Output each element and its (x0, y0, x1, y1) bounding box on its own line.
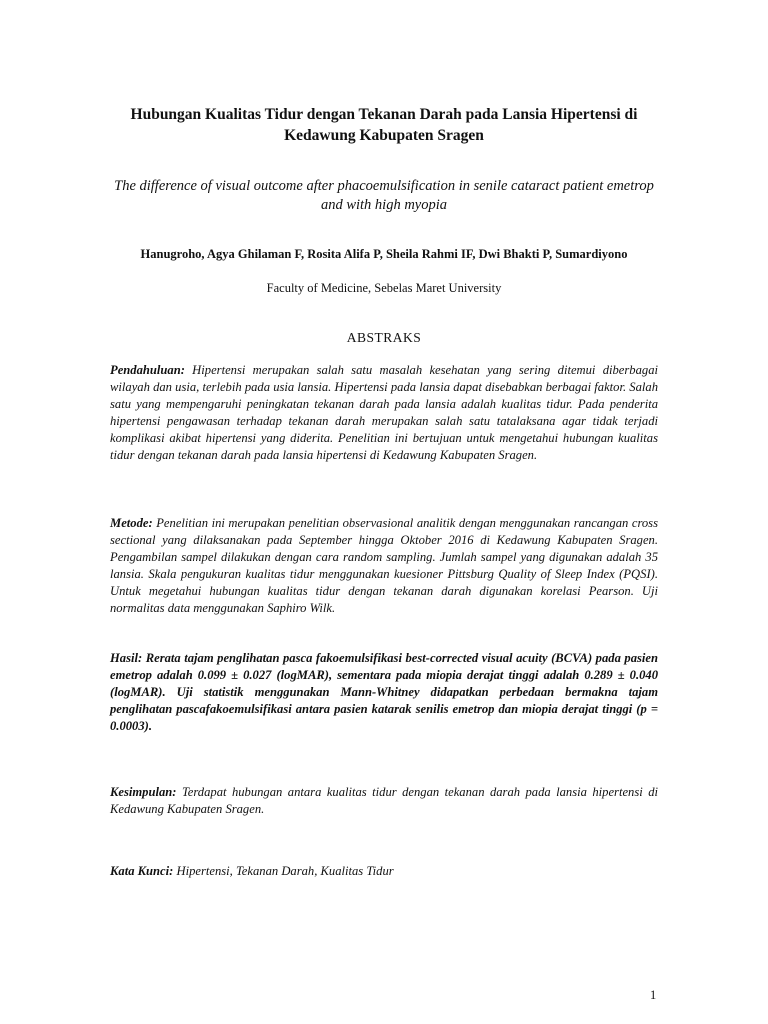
abstract-heading: ABSTRAKS (346, 330, 422, 345)
conclusion-text: Terdapat hubungan antara kualitas tidur dengan tekanan darah pada lansia hipertensi di Kedawung Kabupaten Sragen. (110, 785, 658, 816)
paper-subtitle: The difference of visual outcome after phacoemulsification in senile cataract patient emetrop and with high myopia (114, 178, 654, 213)
affiliation: Faculty of Medicine, Sebelas Maret University (266, 281, 502, 295)
method-text: Penelitian ini merupakan penelitian observasional analitik dengan menggunakan rancangan cross sectional yang dilaksanakan pada September hingga Oktober 2016 di Kedawung Kabupaten Sragen. Pengambilan sampel dilakukan dengan cara random sampling. Jumlah sampel yang digunakan adalah 35 lansia. Skala pengukuran kualitas tidur menggunakan kuesioner Pittsburg Quality of Sleep Index (PQSI). Untuk megetahui hubungan kualitas tidur dengan tekanan darah digunakan korelasi Pearson. Uji normalitas data menggunakan Saphiro Wilk. (110, 516, 658, 615)
paper-title: Hubungan Kualitas Tidur dengan Tekanan Darah pada Lansia Hipertensi di Kedawung Kabupaten Sragen (130, 106, 638, 144)
keywords-paragraph (110, 863, 658, 880)
abstract-method-paragraph (110, 515, 658, 617)
abstract-conclusion-paragraph (110, 784, 658, 818)
page-number: 1 (650, 988, 657, 1002)
intro-text: Hipertensi merupakan salah satu masalah kesehatan yang sering ditemui diberbagai wilayah dan usia, terlebih pada usia lansia. Hipertensi pada lansia dapat disebabkan berbagai faktor. Salah satu yang mempengaruhi peningkatan tekanan darah pada lansia adalah kualitas tidur. Pada penderita hipertensi pengawasan terhadap tekanan darah merupakan salah satu tatalaksana agar tidak terjadi komplikasi akibat hipertensi yang diderita. Penelitian ini bertujuan untuk mengetahui hubungan kualitas tidur dengan tekanan darah pada lansia hipertensi di Kedawung Kabupaten Sragen. (110, 363, 658, 462)
keywords-label: Kata Kunci: (110, 864, 174, 878)
result-label: Hasil: (110, 651, 143, 665)
keywords-text: Hipertensi, Tekanan Darah, Kualitas Tidur (173, 864, 394, 878)
result-text: Rerata tajam penglihatan pasca fakoemulsifikasi best-corrected visual acuity (BCVA) pada pasien emetrop adalah 0.099 ± 0.027 (logMAR), sementara pada miopia derajat tinggi adalah 0.289 ± 0.040 (logMAR). Uji statistik menggunakan Mann-Whitney didapatkan perbedaan bermakna tajam penglihatan pascafakoemulsifikasi antara pasien katarak senilis emetrop dan miopia derajat tinggi (p = 0.0003). (110, 651, 658, 733)
conclusion-label: Kesimpulan: (110, 785, 177, 799)
abstract-result-paragraph (110, 650, 658, 735)
method-label: Metode: (110, 516, 153, 530)
abstract-intro-paragraph (110, 362, 658, 464)
author-list: Hanugroho, Agya Ghilaman F, Rosita Alifa P, Sheila Rahmi IF, Dwi Bhakti P, Sumardiyono (140, 247, 628, 261)
intro-label: Pendahuluan: (110, 363, 185, 377)
